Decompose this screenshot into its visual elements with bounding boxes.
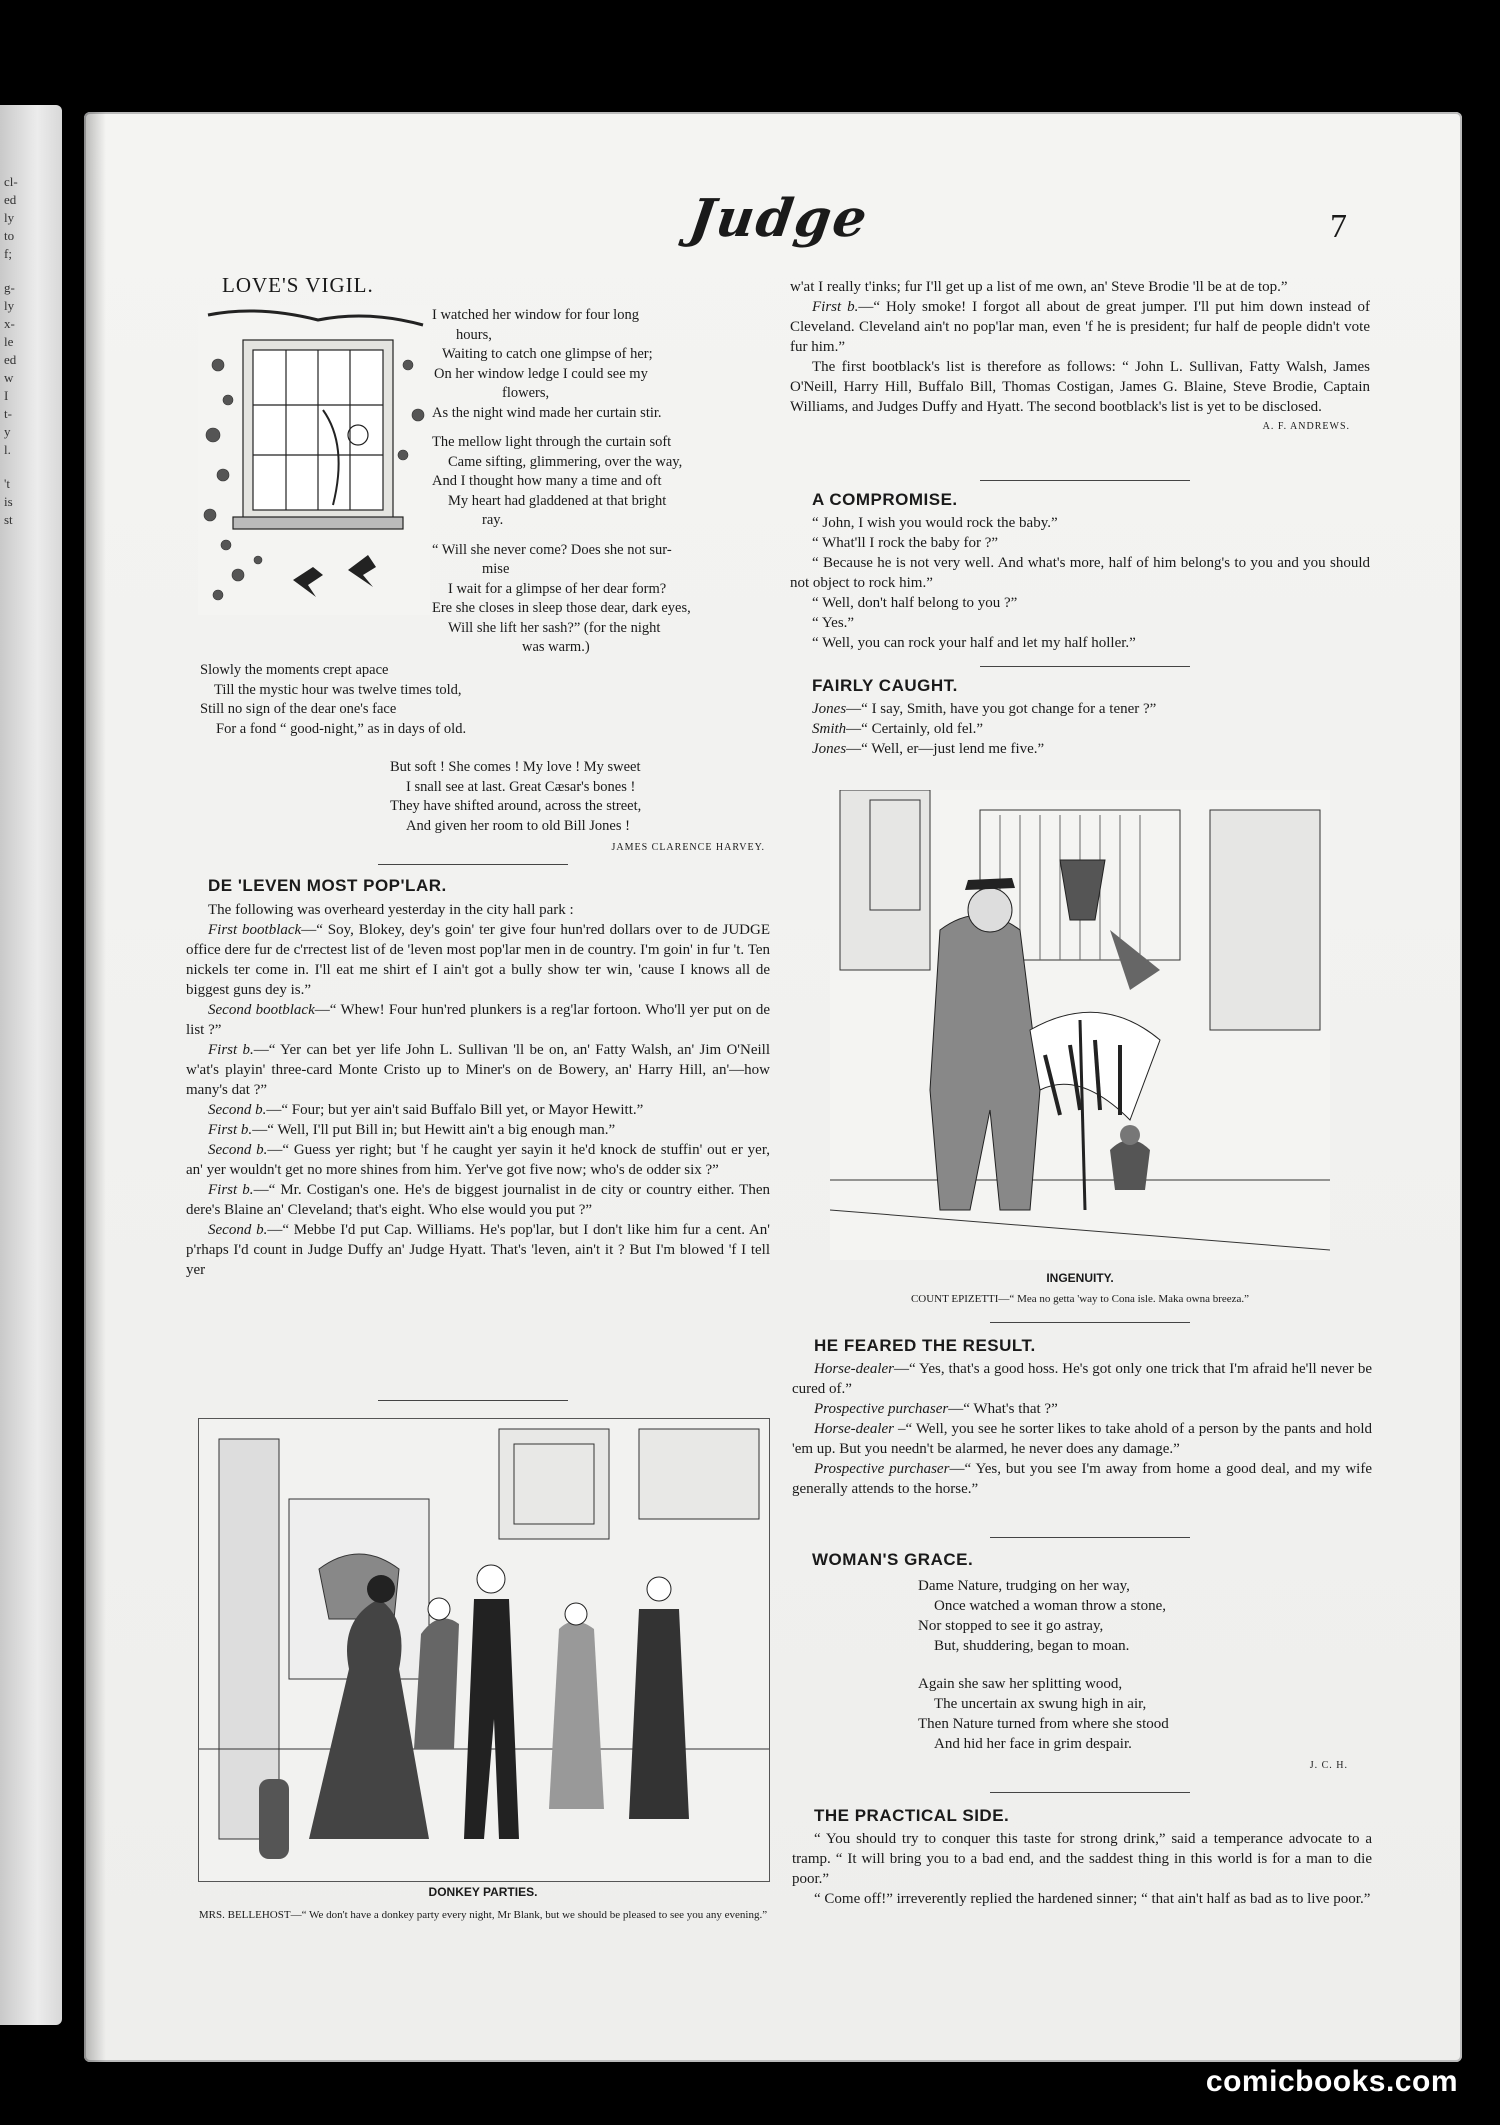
verse-line: Nor stopped to see it go astray, bbox=[918, 1618, 1104, 1634]
verse-line: Waiting to catch one glimpse of her; bbox=[442, 346, 653, 362]
verse-line: Came sifting, glimmering, over the way, bbox=[448, 453, 683, 470]
divider bbox=[990, 1322, 1190, 1323]
verse-line: Again she saw her splitting wood, bbox=[918, 1676, 1123, 1692]
compromise-article bbox=[790, 490, 1370, 653]
verse-line: Dame Nature, trudging on her way, bbox=[918, 1578, 1130, 1594]
paragraph: Second b.—“ Mebbe I'd put Cap. Williams. He's pop'lar, but I don't like him fur a cent. An' p'rhaps I'd count in Judge Duffy an' Judge Hyatt. That's 'leven, ain't it ? But I'm blowed 'f I tell yer bbox=[186, 1222, 770, 1278]
donkey-title: DONKEY PARTIES. bbox=[428, 1885, 538, 1899]
verse-line: But, shuddering, began to moan. bbox=[934, 1638, 1130, 1654]
donkey-caption-block bbox=[190, 1882, 776, 1922]
stanza-1 bbox=[790, 1576, 1370, 1656]
verse-line: “ Will she never come? Does she not sur- bbox=[432, 541, 672, 558]
de-leven-continued bbox=[790, 277, 1370, 437]
ingenuity-illustration bbox=[830, 790, 1330, 1260]
feared-result-title: HE FEARED THE RESULT. bbox=[814, 1336, 1036, 1355]
verse-line: Then Nature turned from where she stood bbox=[918, 1716, 1169, 1732]
paragraph: “ Because he is not very well. And what's more, half of him belong's to you and you should not object to rock him.” bbox=[790, 555, 1370, 591]
womans-grace-author: J. C. H. bbox=[1309, 1760, 1348, 1771]
prev-page-fragment: w bbox=[4, 370, 14, 385]
dialogue-line: Jones—“ I say, Smith, have you got change for a tener ?” bbox=[812, 701, 1157, 717]
masthead: Judge bbox=[685, 188, 873, 249]
verse-line: But soft ! She comes ! My love ! My sweet bbox=[390, 759, 641, 775]
verse-line: As the night wind made her curtain stir. bbox=[432, 404, 662, 421]
loves-vigil-title-block bbox=[200, 275, 780, 295]
prev-page-fragment: f; bbox=[4, 246, 12, 261]
de-leven-author: A. F. ANDREWS. bbox=[1262, 421, 1350, 432]
verse-line: Once watched a woman throw a stone, bbox=[934, 1598, 1167, 1614]
prev-page-fragment: ly bbox=[4, 210, 15, 225]
paragraph-text: —“ Yer can bet yer life John L. Sullivan 'll be on, an' Fatty Walsh, an' Jim O'Neill w'at's playin' three-card Monte Cristo up to Miner's on de Bowery, an' Harry Hill, an'—how many's dat ?” bbox=[186, 1042, 770, 1098]
verse-line: was warm.) bbox=[522, 639, 590, 655]
paragraph: w'at I really t'inks; fur I'll get up a list of me own, an' Steve Brodie 'll be at de top.” bbox=[790, 279, 1288, 295]
prev-page-fragment: is bbox=[4, 494, 13, 509]
verse-line: flowers, bbox=[502, 385, 550, 401]
verse-line: I watched her window for four long bbox=[432, 307, 639, 323]
verse-line: And hid her face in grim despair. bbox=[934, 1736, 1132, 1752]
divider bbox=[980, 666, 1190, 667]
loves-vigil-title: LOVE'S VIGIL. bbox=[222, 273, 374, 297]
dialogue-line: Prospective purchaser—“ Yes, but you see I'm away from home a good deal, and my wife generally attends to the horse.” bbox=[792, 1461, 1372, 1497]
verse-line: And I thought how many a time and oft bbox=[432, 473, 662, 489]
prev-page-fragment: cl- bbox=[4, 174, 18, 189]
paragraph-text: —“ Guess yer right; but 'f he caught yer sayin it he'd knock de stuffin' out er yer, an' yer wouldn't get no more shines from him. Yer've got five now; who's de odder six ?” bbox=[186, 1142, 770, 1178]
paragraph-text: —“ Mr. Costigan's one. He's de biggest journalist in de city or country either. Then dere's Blaine an' Cleveland; that's eight. Who else would you put ?” bbox=[186, 1182, 770, 1218]
paragraph: “ John, I wish you would rock the baby.” bbox=[812, 515, 1058, 531]
verse-line: Slowly the moments crept apace bbox=[200, 662, 389, 678]
prev-page-fragment: ly bbox=[4, 298, 15, 313]
loves-vigil-verses-right bbox=[432, 306, 762, 658]
page-number: 7 bbox=[1330, 208, 1347, 245]
paragraph: Second b.—“ Four; but yer ain't said Buffalo Bill yet, or Mayor Hewitt.” bbox=[208, 1102, 644, 1118]
paragraph: First b.—“ Mr. Costigan's one. He's de biggest journalist in de city or country either. Then dere's Blaine an' Cleveland; that's eight. Who else would you put ?” bbox=[186, 1182, 770, 1218]
compromise-title: A COMPROMISE. bbox=[812, 490, 958, 509]
paragraph: “ Well, you can rock your half and let my half holler.” bbox=[812, 635, 1136, 651]
prev-page-fragment: le bbox=[4, 334, 14, 349]
paragraph: First b.—“ Holy smoke! I forgot all about de great jumper. I'll put him down instead of Cleveland. Cleveland ain't no pop'lar man, even 'f he is president; fur half de people didn't vote fur him.” bbox=[790, 299, 1370, 355]
page-gutter-shadow bbox=[84, 112, 106, 2062]
prev-page-fragment: l. bbox=[4, 442, 11, 457]
site-watermark: comicbooks.com bbox=[1205, 2065, 1458, 2098]
stanza-2 bbox=[432, 433, 762, 531]
verse-line: They have shifted around, across the street, bbox=[390, 798, 642, 814]
verse-line: On her window ledge I could see my bbox=[434, 365, 648, 382]
verse-line: Ere she closes in sleep those dear, dark eyes, bbox=[432, 600, 691, 616]
prev-page-fragment: 't bbox=[4, 476, 10, 491]
womans-grace-title: WOMAN'S GRACE. bbox=[812, 1550, 974, 1569]
de-leven-title: DE 'LEVEN MOST POP'LAR. bbox=[208, 876, 447, 895]
prev-page-fragment: y bbox=[4, 424, 11, 439]
divider bbox=[378, 1400, 568, 1401]
paragraph: First b.—“ Well, I'll put Bill in; but Hewitt ain't a big enough man.” bbox=[208, 1122, 616, 1138]
fairly-caught-article bbox=[790, 676, 1370, 759]
paragraph-text: —“ Well, I'll put Bill in; but Hewitt ain't a big enough man.” bbox=[252, 1122, 616, 1138]
stanza-2 bbox=[790, 1674, 1370, 1754]
verse-line: mise bbox=[482, 561, 510, 577]
divider bbox=[980, 480, 1190, 481]
dialogue-line: Horse-dealer –“ Well, you see he sorter likes to take ahold of a person by the pants and hold 'em up. But you needn't be alarmed, he never does any damage.” bbox=[792, 1421, 1372, 1457]
feared-result-article bbox=[792, 1336, 1372, 1499]
ingenuity-caption-block bbox=[820, 1268, 1340, 1306]
dialogue-line: Horse-dealer—“ Yes, that's a good hoss. He's got only one trick that I'm afraid he'll never be cured of.” bbox=[792, 1361, 1372, 1397]
paragraph: The first bootblack's list is therefore as follows: “ John L. Sullivan, Fatty Walsh, James O'Neill, Harry Hill, Buffalo Bill, Thomas Costigan, James G. Blaine, Steve Brodie, Captain Williams, and Judges Duffy and Hyatt. The second bootblack's list is yet to be disclosed. bbox=[790, 359, 1370, 415]
practical-side-title: THE PRACTICAL SIDE. bbox=[814, 1806, 1010, 1825]
dialogue-line: Smith—“ Certainly, old fel.” bbox=[812, 721, 984, 737]
paragraph: First bootblack—“ Soy, Blokey, dey's goin' ter give four hun'red dollars over to de JUDGE office dere fur de c'rrectest list of de 'leven most pop'lar men in de country. I'm goin' in fur 't. Ten nickels ter come in. I'll eat me shirt ef I ain't got a bully show ter win, 'cause I knows all de biggest guns dey is.” bbox=[186, 922, 770, 998]
verse-line: The uncertain ax swung high in air, bbox=[934, 1696, 1147, 1712]
paragraph: First b.—“ Yer can bet yer life John L. Sullivan 'll be on, an' Fatty Walsh, an' Jim O'Neill w'at's playin' three-card Monte Cristo up to Miner's on de Bowery, an' Harry Hill, an'—how many's dat ?” bbox=[186, 1042, 770, 1098]
prev-page-fragment: ed bbox=[4, 192, 17, 207]
paragraph-text: —“ Four; but yer ain't said Buffalo Bill yet, or Mayor Hewitt.” bbox=[266, 1102, 644, 1118]
dialogue-line: Jones—“ Well, er—just lend me five.” bbox=[812, 741, 1045, 757]
verse-line: hours, bbox=[456, 326, 492, 343]
stanza-1 bbox=[432, 306, 762, 423]
paragraph: Second b.—“ Guess yer right; but 'f he caught yer sayin it he'd knock de stuffin' out er yer, an' yer wouldn't get no more shines from him. Yer've got five now; who's de odder six ?” bbox=[186, 1142, 770, 1178]
paragraph: “ Yes.” bbox=[812, 615, 855, 631]
womans-grace-poem bbox=[790, 1550, 1370, 1776]
donkey-caption: MRS. BELLEHOST—“ We don't have a donkey party every night, Mr Blank, but we should be pleased to see you any evening.” bbox=[198, 1909, 768, 1921]
paragraph: The following was overheard yesterday in the city hall park : bbox=[208, 902, 574, 918]
ingenuity-title: INGENUITY. bbox=[1046, 1271, 1114, 1285]
divider bbox=[990, 1792, 1190, 1793]
verse-line: Will she lift her sash?” (for the night bbox=[448, 619, 661, 636]
paragraph-text: —“ Soy, Blokey, dey's goin' ter give four hun'red dollars over to de JUDGE office dere fur de c'rrectest list of de 'leven most pop'lar men in de country. I'm goin' in fur 't. Ten nickels ter come in. I'll eat me shirt ef I ain't got a bully show ter win, 'cause I knows all de biggest guns dey is.” bbox=[186, 922, 770, 998]
paragraph: “ Come off!” irreverently replied the hardened sinner; “ that ain't half as bad as to live poor.” bbox=[814, 1891, 1371, 1907]
dialogue-line: Prospective purchaser—“ What's that ?” bbox=[814, 1401, 1058, 1417]
prev-page-fragment: g- bbox=[4, 280, 15, 295]
practical-side-article bbox=[792, 1806, 1372, 1909]
stanza-4 bbox=[200, 661, 760, 739]
prev-page-fragment: st bbox=[4, 512, 13, 527]
verse-line: My heart had gladdened at that bright bbox=[448, 492, 667, 509]
verse-line: For a fond “ good-night,” as in days of old. bbox=[216, 720, 467, 737]
prev-page-fragment: I bbox=[4, 388, 9, 403]
paragraph-text: —“ Mebbe I'd put Cap. Williams. He's pop'lar, but I don't like him fur a cent. An' p'rhaps I'd count in Judge Duffy an' Judge Hyatt. That's 'leven, ain't it ? But I'm blowed 'f I tell yer bbox=[186, 1222, 770, 1278]
paragraph: “ Well, don't half belong to you ?” bbox=[812, 595, 1018, 611]
verse-line: Till the mystic hour was twelve times told, bbox=[214, 681, 462, 698]
de-leven-article bbox=[186, 876, 770, 1280]
prev-page-fragment: t- bbox=[4, 406, 12, 421]
paragraph: “ What'll I rock the baby for ?” bbox=[812, 535, 999, 551]
stanza-5 bbox=[390, 758, 765, 858]
verse-line: The mellow light through the curtain soft bbox=[432, 434, 672, 450]
divider bbox=[378, 864, 568, 865]
donkey-parties-illustration bbox=[198, 1418, 770, 1882]
paragraph-text: —“ Whew! Four hun'red plunkers is a reg'lar fortoon. Who'll yer put on de list ?” bbox=[186, 1002, 771, 1038]
paragraph: “ You should try to conquer this taste for strong drink,” said a temperance advocate to a tramp. “ It will bring you to a bad end, and the saddest thing in this world is for a man to die poor.” bbox=[792, 1831, 1372, 1887]
divider bbox=[990, 1537, 1190, 1538]
verse-line: I snall see at last. Great Cæsar's bones ! bbox=[406, 778, 636, 795]
paragraph: Second bootblack—“ Whew! Four hun'red plunkers is a reg'lar fortoon. Who'll yer put on de list ?” bbox=[186, 1002, 771, 1038]
verse-line: Still no sign of the dear one's face bbox=[200, 701, 397, 717]
verse-line: And given her room to old Bill Jones ! bbox=[406, 817, 630, 834]
verse-line: ray. bbox=[482, 512, 504, 528]
prev-page-fragment: x- bbox=[4, 316, 15, 331]
window-illustration bbox=[198, 305, 430, 615]
stanza-3 bbox=[432, 541, 762, 658]
verse-line: I wait for a glimpse of her dear form? bbox=[448, 580, 667, 597]
prev-page-fragment: ed bbox=[4, 352, 17, 367]
paragraph-text: —“ Holy smoke! I forgot all about de great jumper. I'll put him down instead of Cleveland. Cleveland ain't no pop'lar man, even 'f he is president; fur half de people didn't vote fur him.” bbox=[790, 299, 1370, 355]
fairly-caught-title: FAIRLY CAUGHT. bbox=[812, 676, 958, 695]
previous-page-edge bbox=[0, 105, 62, 2025]
ingenuity-caption: COUNT EPIZETTI—“ Mea no getta 'way to Cona isle. Maka owna breeza.” bbox=[910, 1293, 1250, 1305]
loves-vigil-author: JAMES CLARENCE HARVEY. bbox=[611, 842, 765, 853]
prev-page-fragment: to bbox=[4, 228, 15, 243]
